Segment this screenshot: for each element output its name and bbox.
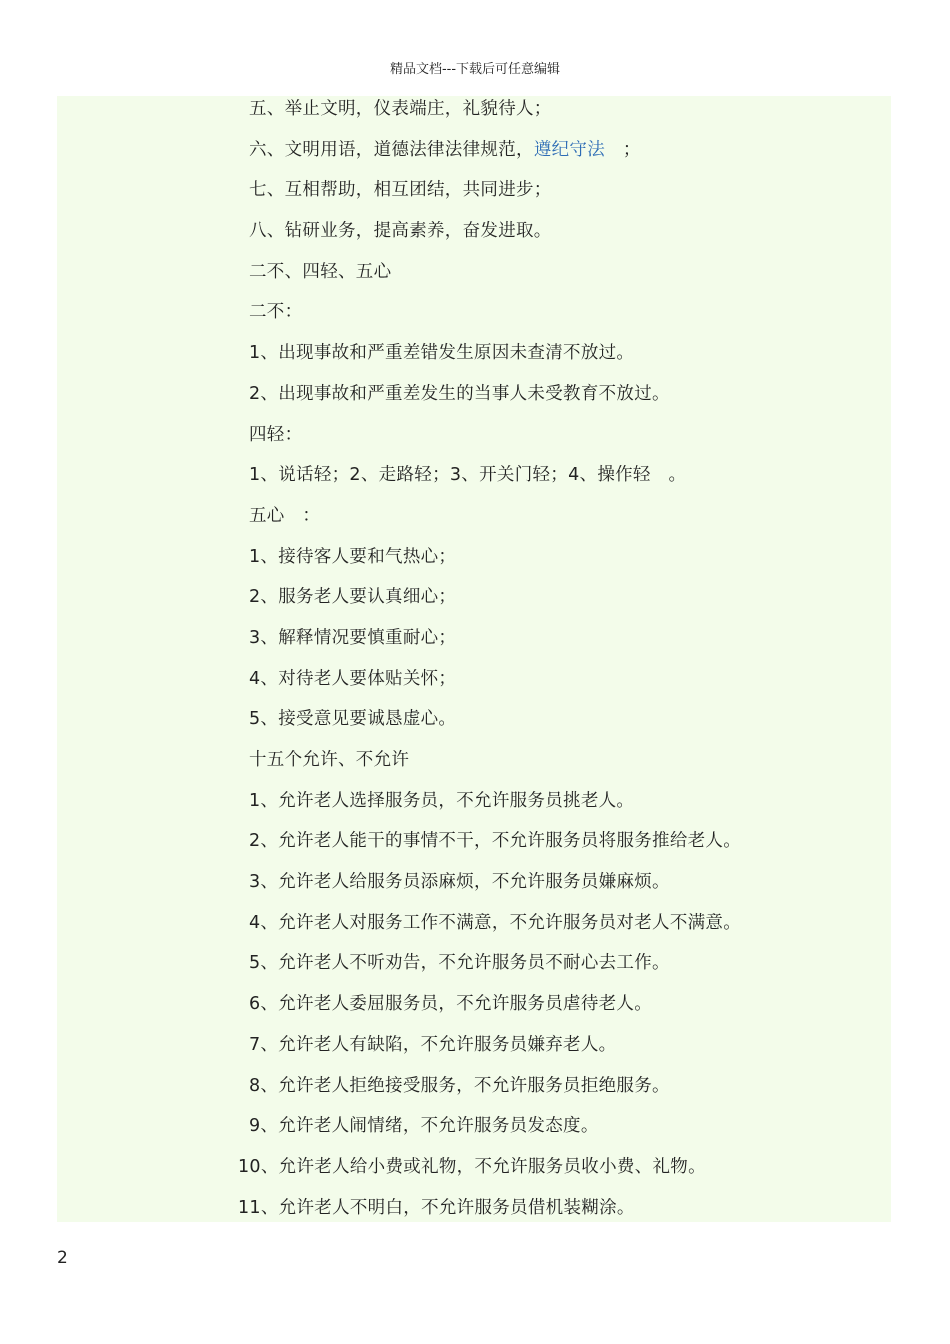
text-line: 4、对待老人要体贴关怀； [249,668,457,689]
page-number: 2 [57,1248,68,1268]
section-heading: 二不： [249,302,303,323]
text-line: 2、允许老人能干的事情不干，不允许服务员将服务推给老人。 [249,831,742,852]
section-heading: 五心 ： [249,505,321,526]
text-line-content: 六、文明用语，道德法律法律规范， [249,139,534,160]
text-line: 5、允许老人不听劝告，不允许服务员不耐心去工作。 [249,953,670,974]
text-line: 4、允许老人对服务工作不满意，不允许服务员对老人不满意。 [249,912,742,933]
text-line: 9、允许老人闹情绪，不允许服务员发态度。 [249,1116,599,1137]
law-link[interactable]: 遵纪守法 [533,139,606,160]
section-heading: 四轻： [249,424,303,445]
text-line: 1、允许老人选择服务员，不允许服务员挑老人。 [249,790,635,811]
text-line: 3、允许老人给服务员添麻烦，不允许服务员嫌麻烦。 [249,872,670,893]
text-line: 6、允许老人委屈服务员，不允许服务员虐待老人。 [249,994,653,1015]
text-line: 10、允许老人给小费或礼物，不允许服务员收小费、礼物。 [238,1156,706,1177]
text-line: 5、接受意见要诚恳虚心。 [249,709,457,730]
text-line: 11、允许老人不明白，不允许服务员借机装糊涂。 [238,1197,635,1218]
text-line: 1、接待客人要和气热心； [249,546,457,567]
section-heading: 二不、四轻、五心 [249,261,392,282]
text-line: 2、出现事故和严重差发生的当事人未受教育不放过。 [249,383,670,404]
text-line: 八、钻研业务，提高素养，奋发进取。 [249,221,552,242]
section-heading: 十五个允许、不允许 [249,750,410,770]
text-line: 五、举止文明，仪表端庄，礼貌待人； [249,99,552,119]
text-line [0,130,950,171]
text-line: 七、互相帮助，相互团结，共同进步； [249,180,552,201]
text-line: 7、允许老人有缺陷，不允许服务员嫌弃老人。 [249,1034,617,1055]
text-line: 8、允许老人拒绝接受服务，不允许服务员拒绝服务。 [249,1075,670,1096]
document-body [0,89,950,1228]
text-line: 3、解释情况要慎重耐心； [249,627,457,648]
text-line-suffix: ； [605,139,641,160]
text-line: 2、服务老人要认真细心； [249,587,457,608]
text-line: 1、出现事故和严重差错发生原因未查清不放过。 [249,343,635,364]
text-line: 1、说话轻；2、走路轻；3、开关门轻；4、操作轻 。 [249,465,687,486]
page-header: 精品文档---下载后可任意编辑 [389,62,561,77]
